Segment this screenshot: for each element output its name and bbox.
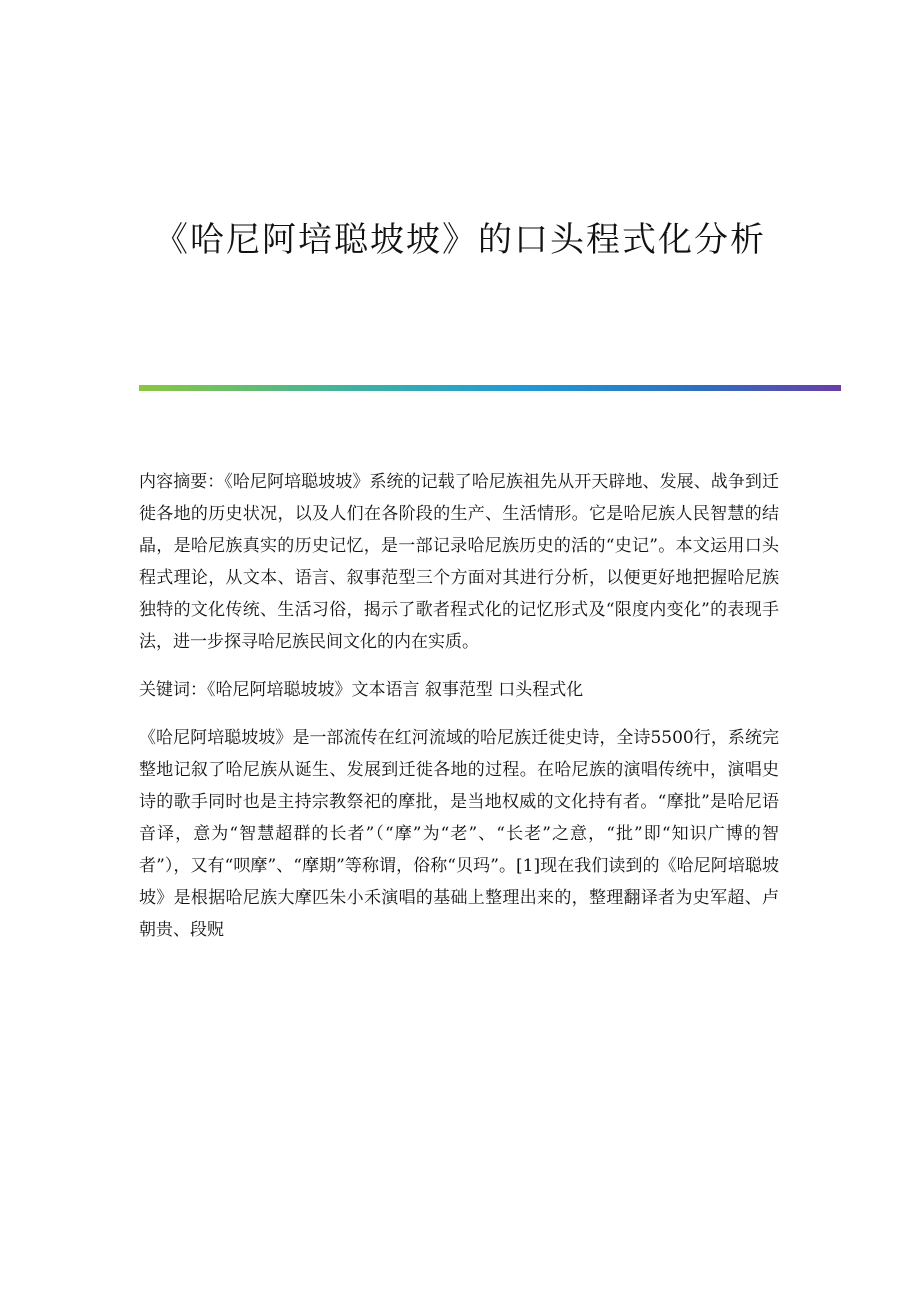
abstract-paragraph [139, 466, 779, 658]
abstract-text: 《哈尼阿培聪坡坡》系统的记载了哈尼族祖先从开天辟地、发展、战争到迁徙各地的历史状况，以及人们在各阶段的生产、生活情形。它是哈尼族人民智慧的结晶，是哈尼族真实的历史记忆，是一部记录哈尼族历史的活的“史记”。本文运用口头程式理论，从文本、语言、叙事范型三个方面对其进行分析，以便更好地把握哈尼族独特的文化传统、生活习俗，揭示了歌者程式化的记忆形式及“限度内变化”的表现手法，进一步探寻哈尼族民间文化的内在实质。 [139, 472, 780, 652]
page-title: 《哈尼阿培聪坡坡》的口头程式化分析 [154, 220, 766, 260]
keywords-line [139, 674, 779, 706]
body-paragraph: 《哈尼阿培聪坡坡》是一部流传在红河流域的哈尼族迁徙史诗，全诗5500行，系统完整地记叙了哈尼族从诞生、发展到迁徙各地的过程。在哈尼族的演唱传统中，演唱史诗的歌手同时也是主持宗教祭祀的摩批，是当地权威的文化持有者。“摩批”是哈尼语音译，意为“智慧超群的长者”（“摩”为“老”、“长老”之意，“批”即“知识广博的智者”），又有“呗摩”、“摩期”等称谓，俗称“贝玛”。[1]现在我们读到的《哈尼阿培聪坡坡》是根据哈尼族大摩匹朱小禾演唱的基础上整理出来的，整理翻译者为史军超、卢朝贵、段贶 [139, 728, 779, 940]
abstract-label: 内容摘要： [139, 472, 225, 492]
article-body [139, 466, 779, 962]
keywords-text: 《哈尼阿培聪坡坡》文本语言 叙事范型 口头程式化 [207, 680, 584, 700]
keywords-label: 关键词： [139, 680, 207, 700]
title-divider [139, 385, 841, 391]
